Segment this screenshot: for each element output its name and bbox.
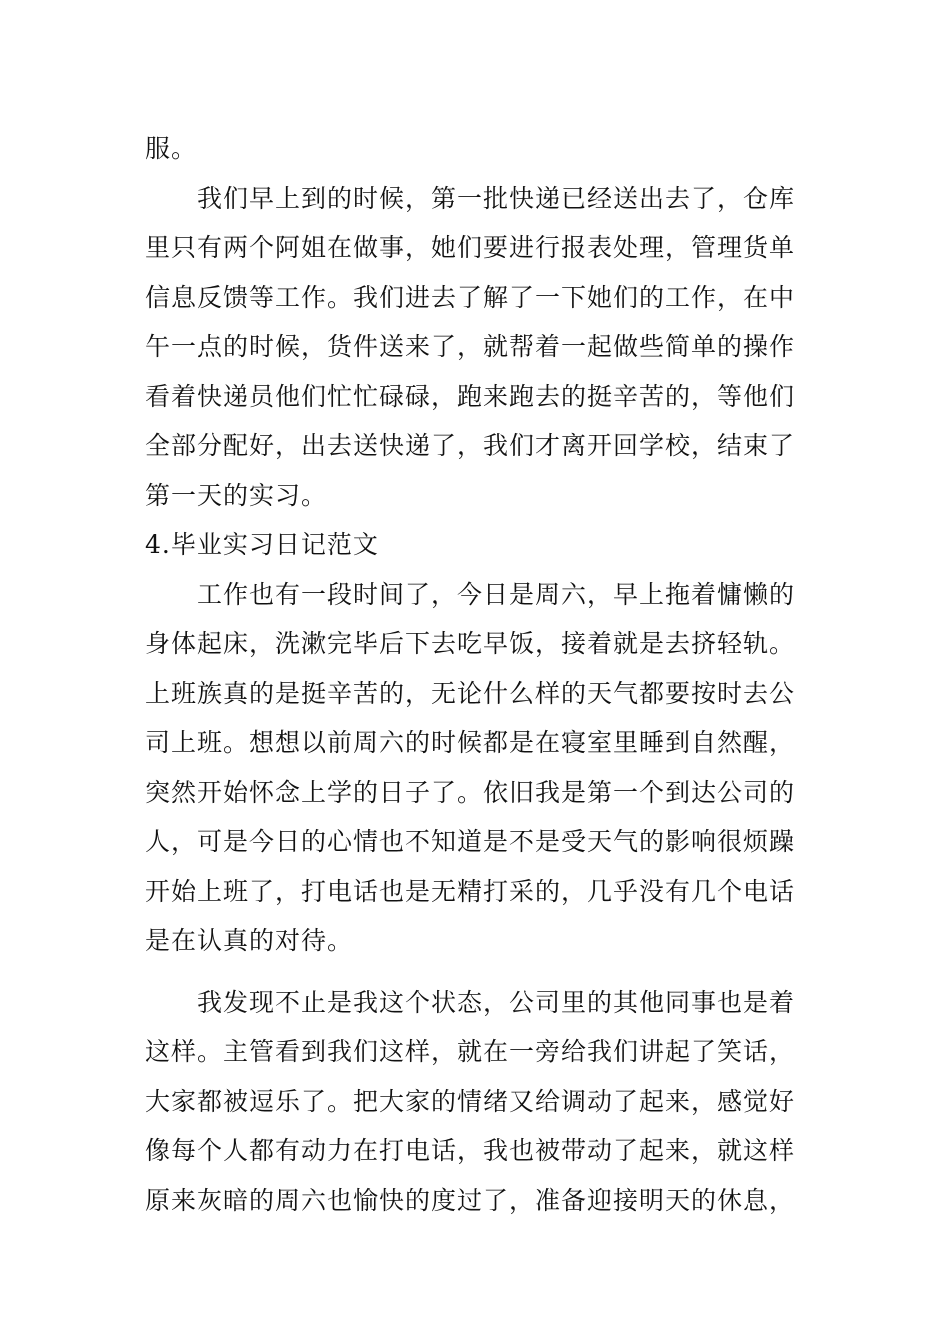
text-line: 里只有两个阿姐在做事，她们要进行报表处理，管理货单 [145,233,796,262]
text-line: 开始上班了，打电话也是无精打采的，几乎没有几个电话 [145,876,796,906]
text-line: 信息反馈等工作。我们进去了解了一下她们的工作，在中 [145,282,796,312]
text-line: 身体起床，洗漱完毕后下去吃早饭，接着就是去挤轻轨。 [145,629,796,658]
text-line: 看着快递员他们忙忙碌碌，跑来跑去的挺辛苦的，等他们 [145,381,796,411]
paragraph-first-line: 我发现不止是我这个状态，公司里的其他同事也是着 [197,987,796,1017]
paragraph-first-line: 我们早上到的时候，第一批快递已经送出去了，仓库 [197,183,796,213]
text-line: 服。 [145,134,198,163]
text-line: 突然开始怀念上学的日子了。依旧我是第一个到达公司的 [145,777,796,807]
text-line: 这样。主管看到我们这样，就在一旁给我们讲起了笑话， [145,1037,796,1066]
text-line: 全部分配好，出去送快递了，我们才离开回学校，结束了 [145,431,796,460]
text-line: 像每个人都有动力在打电话，我也被带动了起来，就这样 [145,1136,796,1165]
text-line: 第一天的实习。 [145,480,328,510]
text-line: 是在认真的对待。 [145,926,354,955]
paragraph-first-line: 工作也有一段时间了，今日是周六，早上拖着慵懒的 [197,579,796,609]
document-body [145,124,810,1225]
text-line: 大家都被逗乐了。把大家的情绪又给调动了起来，感觉好 [145,1086,796,1116]
text-line: 午一点的时候，货件送来了，就帮着一起做些简单的操作 [145,332,796,361]
text-line: 上班族真的是挺辛苦的，无论什么样的天气都要按时去公 [145,678,796,708]
text-line: 原来灰暗的周六也愉快的度过了，准备迎接明天的休息， [145,1185,796,1215]
text-line: 司上班。想想以前周六的时候都是在寝室里睡到自然醒， [145,728,796,757]
section-heading: 4.毕业实习日记范文 [145,530,379,559]
text-line: 人，可是今日的心情也不知道是不是受天气的影响很烦躁 [145,827,796,856]
